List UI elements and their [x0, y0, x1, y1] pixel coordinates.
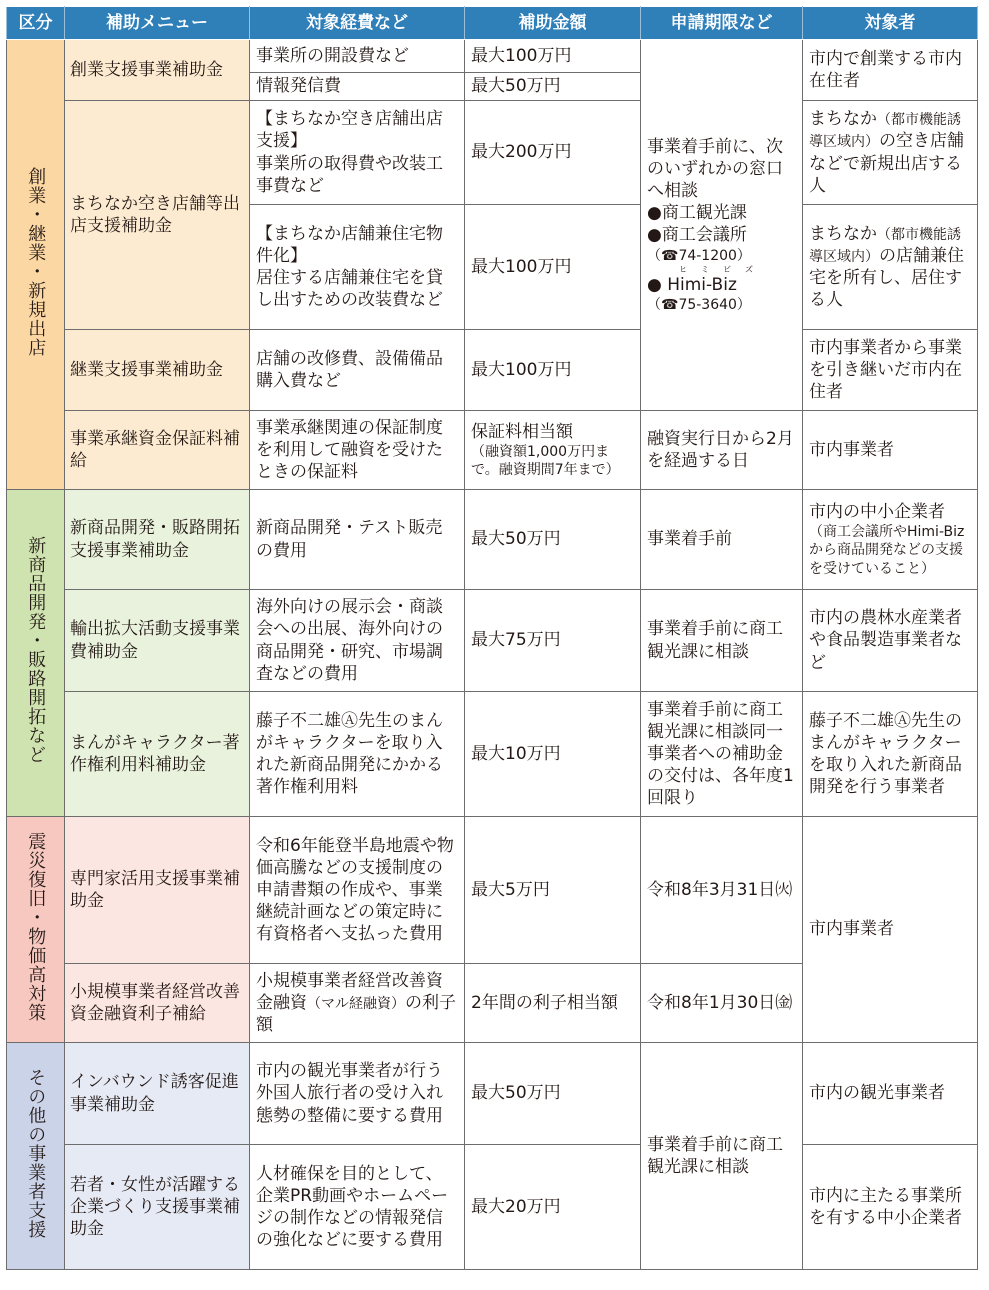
deadline-cell: 融資実行日から2月を経過する日 [641, 411, 803, 490]
amount-cell: 最大200万円 [465, 101, 641, 205]
expense-cell: 【まちなか店舗兼住宅物件化】 居住する店舗兼住宅を貸し出すための改装費など [250, 205, 465, 330]
header-target: 対象者 [803, 7, 978, 40]
table-row [7, 411, 978, 490]
target-cell: 市内事業者から事業を引き継いだ市内在住者 [803, 330, 978, 411]
target-cell: 市内の中小企業者 （商工会議所やHimi-Bizから商品開発などの支援を受けていること） [803, 490, 978, 590]
expense-cell: 店舗の改修費、設備備品購入費など [250, 330, 465, 411]
consult-cell [641, 40, 803, 411]
target-cell: まちなか（都市機能誘導区域内）の店舗兼住宅を所有し、居住する人 [803, 205, 978, 330]
expense-cell: 情報発信費 [250, 73, 465, 101]
table-row [7, 490, 978, 590]
menu-new-product: 新商品開発・販路開拓支援事業補助金 [65, 490, 250, 590]
menu-inbound: インバウンド誘客促進事業補助金 [65, 1043, 250, 1145]
table-row [7, 40, 978, 73]
deadline-cell: 令和8年3月31日㈫ [641, 817, 803, 964]
deadline-cell: 令和8年1月30日㈮ [641, 964, 803, 1043]
amount-cell: 最大100万円 [465, 205, 641, 330]
amount-cell: 保証料相当額 （融資額1,000万円まで。融資期間7年まで） [465, 411, 641, 490]
deadline-cell: 事業着手前に商工観光課に相談 [641, 1043, 803, 1270]
menu-succession: 継業支援事業補助金 [65, 330, 250, 411]
header-row [7, 7, 978, 40]
menu-small-business: 小規模事業者経営改善資金融資利子補給 [65, 964, 250, 1043]
target-cell: 市内事業者 [803, 817, 978, 1043]
subsidy-table-container [6, 6, 977, 1270]
table-row [7, 1145, 978, 1270]
expense-cell: 藤子不二雄Ⓐ先生のまんがキャラクターを取り入れた新商品開発にかかる著作権利用料 [250, 692, 465, 817]
phone-2: （☎75-3640） [647, 296, 751, 313]
header-expense: 対象経費など [250, 7, 465, 40]
consult-office-3: ● Himi-Biz [647, 274, 737, 295]
header-kubun: 区分 [7, 7, 65, 40]
target-cell: 市内で創業する市内在住者 [803, 40, 978, 101]
category-other: その他の事業者支援 [7, 1043, 65, 1270]
target-cell: 藤子不二雄Ⓐ先生のまんがキャラクターを取り入れた新商品開発を行う事業者 [803, 692, 978, 817]
table-row [7, 692, 978, 817]
ruby-text: ヒミビズ [679, 264, 767, 274]
consult-lead: 事業着手前に、次のいずれかの窓口へ相談 [647, 137, 783, 202]
table-row [7, 1043, 978, 1145]
table-row [7, 590, 978, 692]
target-cell: 市内に主たる事業所を有する中小企業者 [803, 1145, 978, 1270]
target-cell: まちなか（都市機能誘導区域内）の空き店舗などで新規出店する人 [803, 101, 978, 205]
header-amount: 補助金額 [465, 7, 641, 40]
target-cell: 市内の観光事業者 [803, 1043, 978, 1145]
amount-cell: 最大100万円 [465, 330, 641, 411]
expense-cell: 事業所の開設費など [250, 40, 465, 73]
expense-cell: 【まちなか空き店舗出店支援】 事業所の取得費や改装工事費など [250, 101, 465, 205]
category-disaster: 震災復旧・物価高対策 [7, 817, 65, 1043]
header-menu: 補助メニュー [65, 7, 250, 40]
category-new-product: 新商品開発・販路開拓など [7, 490, 65, 817]
menu-vacant-store: まちなか空き店舗等出店支援補助金 [65, 101, 250, 330]
amount-cell: 最大100万円 [465, 40, 641, 73]
subsidy-table [6, 6, 978, 1270]
consult-office-1: ●商工観光課 [647, 203, 747, 224]
expense-cell: 小規模事業者経営改善資金融資（マル経融資）の利子額 [250, 964, 465, 1043]
amount-cell: 最大20万円 [465, 1145, 641, 1270]
amount-cell: 最大50万円 [465, 73, 641, 101]
target-cell: 市内の農林水産業者や食品製造事業者など [803, 590, 978, 692]
menu-guarantee: 事業承継資金保証料補給 [65, 411, 250, 490]
consult-office-2: ●商工会議所 [647, 225, 747, 246]
expense-cell: 令和6年能登半島地震や物価高騰などの支援制度の申請書類の作成や、事業継続計画などの策定時に有資格者へ支払った費用 [250, 817, 465, 964]
target-cell: 市内事業者 [803, 411, 978, 490]
menu-manga: まんがキャラクター著作権利用料補助金 [65, 692, 250, 817]
expense-cell: 新商品開発・テスト販売の費用 [250, 490, 465, 590]
menu-expert: 専門家活用支援事業補助金 [65, 817, 250, 964]
deadline-cell: 事業着手前 [641, 490, 803, 590]
deadline-cell: 事業着手前に商工観光課に相談 [641, 590, 803, 692]
amount-cell: 2年間の利子相当額 [465, 964, 641, 1043]
amount-cell: 最大10万円 [465, 692, 641, 817]
expense-cell: 事業承継関連の保証制度を利用して融資を受けたときの保証料 [250, 411, 465, 490]
menu-youth-women: 若者・女性が活躍する企業づくり支援事業補助金 [65, 1145, 250, 1270]
amount-cell: 最大5万円 [465, 817, 641, 964]
expense-cell: 人材確保を目的として、企業PR動画やホームページの制作などの情報発信の強化などに要する費用 [250, 1145, 465, 1270]
phone-1: （☎74-1200） [647, 247, 751, 264]
menu-export: 輸出拡大活動支援事業費補助金 [65, 590, 250, 692]
expense-cell: 市内の観光事業者が行う外国人旅行者の受け入れ態勢の整備に要する費用 [250, 1043, 465, 1145]
amount-cell: 最大50万円 [465, 490, 641, 590]
menu-startup-subsidy: 創業支援事業補助金 [65, 40, 250, 101]
deadline-cell: 事業着手前に商工観光課に相談同一事業者への補助金の交付は、各年度1回限り [641, 692, 803, 817]
table-row [7, 101, 978, 205]
header-deadline: 申請期限など [641, 7, 803, 40]
expense-cell: 海外向けの展示会・商談会への出展、海外向けの商品開発・研究、市場調査などの費用 [250, 590, 465, 692]
category-startup: 創業・継業・新規出店 [7, 40, 65, 490]
table-row [7, 817, 978, 964]
table-row [7, 330, 978, 411]
amount-cell: 最大50万円 [465, 1043, 641, 1145]
amount-cell: 最大75万円 [465, 590, 641, 692]
